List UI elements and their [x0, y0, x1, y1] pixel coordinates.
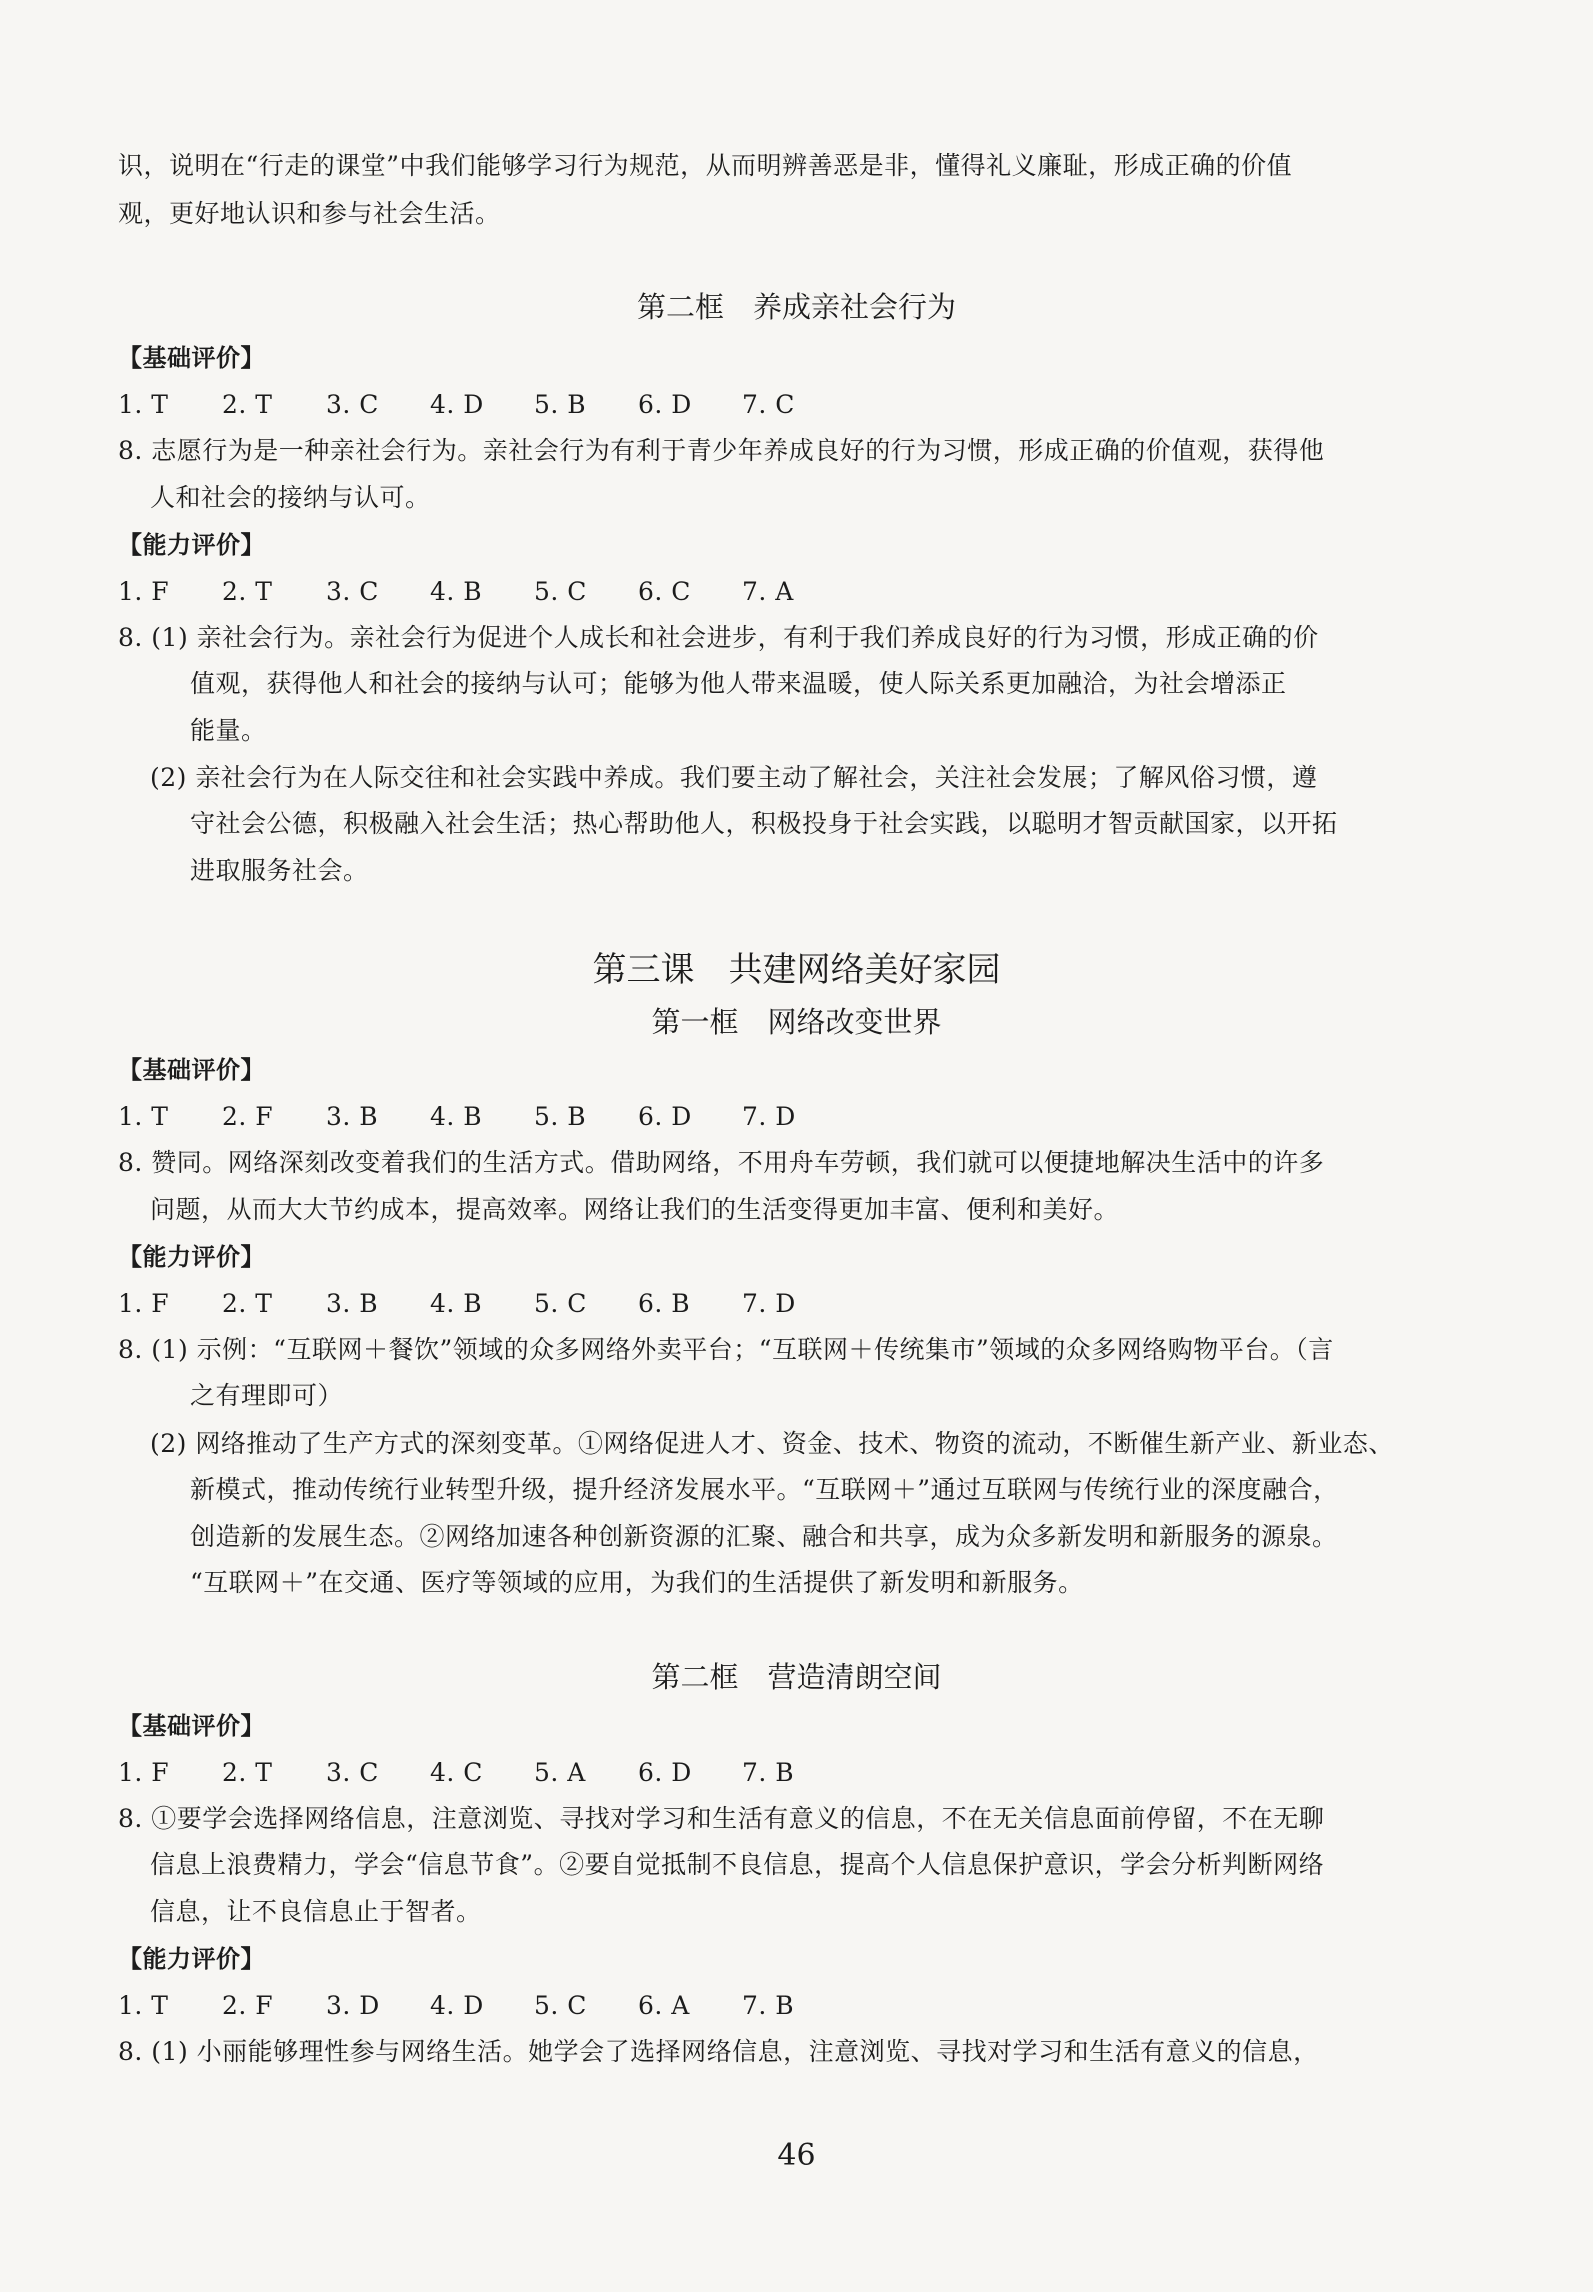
answer-text: “互联网＋”在交通、医疗等领域的应用，为我们的生活提供了新发明和新服务。: [190, 1568, 1084, 1597]
answer-text: (2) 网络推动了生产方式的深刻变革。①网络促进人才、资金、技术、物资的流动，不断催生新产业、新业态、: [150, 1429, 1394, 1458]
answer: 3. C: [326, 390, 379, 419]
answer-text: 8. (1) 示例：“互联网＋餐饮”领域的众多网络外卖平台；“互联网＋传统集市”领域的众多网络购物平台。（言: [118, 1335, 1334, 1364]
answer: 4. B: [430, 1289, 483, 1318]
answer: 5. B: [534, 1102, 587, 1131]
answer-row: [118, 1986, 846, 2026]
answer: 3. B: [326, 1102, 379, 1131]
answer-text: 8. 赞同。网络深刻改变着我们的生活方式。借助网络，不用舟车劳顿，我们就可以便捷地解决生活中的许多: [118, 1148, 1325, 1177]
answer-text: 8. (1) 亲社会行为。亲社会行为促进个人成长和社会进步，有利于我们养成良好的行为习惯，形成正确的价: [118, 623, 1319, 652]
answer-text: 能量。: [190, 716, 267, 745]
answer: 1. T: [118, 1102, 169, 1131]
answer: 7. C: [742, 390, 795, 419]
answer-text: 进取服务社会。: [190, 856, 369, 885]
answer: 3. D: [326, 1991, 380, 2020]
answer-row: [118, 1097, 846, 1137]
answer: 1. F: [118, 1289, 170, 1318]
answer: 7. B: [742, 1991, 795, 2020]
answer: 3. B: [326, 1289, 379, 1318]
ability-eval-label: 【能力评价】: [118, 1243, 265, 1271]
answer: 2. F: [222, 1991, 274, 2020]
answer: 2. F: [222, 1102, 274, 1131]
ability-eval-label: 【能力评价】: [118, 531, 265, 559]
answer: 7. D: [742, 1289, 796, 1318]
answer-row: [118, 385, 846, 425]
section-title: 第二框 营造清朗空间: [651, 1660, 942, 1694]
answer: 1. F: [118, 1758, 170, 1787]
answer-text: 8. ①要学会选择网络信息，注意浏览、寻找对学习和生活有意义的信息，不在无关信息面前停留，不在无聊: [118, 1804, 1325, 1833]
answer: 5. B: [534, 390, 587, 419]
answer: 6. D: [638, 1758, 692, 1787]
answer: 3. C: [326, 577, 379, 606]
answer: 2. T: [222, 1289, 273, 1318]
answer-text: 8. (1) 小丽能够理性参与网络生活。她学会了选择网络信息，注意浏览、寻找对学习和生活有意义的信息，: [118, 2037, 1319, 2066]
answer-text: 新模式，推动传统行业转型升级，提升经济发展水平。“互联网＋”通过互联网与传统行业的深度融合，: [190, 1475, 1339, 1504]
answer-text: 问题，从而大大节约成本，提高效率。网络让我们的生活变得更加丰富、便利和美好。: [150, 1195, 1120, 1224]
answer: 1. T: [118, 1991, 169, 2020]
answer: 5. A: [534, 1758, 586, 1787]
answer-text: 创造新的发展生态。②网络加速各种创新资源的汇聚、融合和共享，成为众多新发明和新服务的源泉。: [190, 1522, 1338, 1551]
answer-row: [118, 1284, 846, 1324]
answer: 4. B: [430, 1102, 483, 1131]
answer-text: 8. 志愿行为是一种亲社会行为。亲社会行为有利于青少年养成良好的行为习惯，形成正确的价值观，获得他: [118, 436, 1325, 465]
section-title: 第二框 养成亲社会行为: [636, 290, 956, 324]
answer: 4. B: [430, 577, 483, 606]
intro-line: 识，说明在“行走的课堂”中我们能够学习行为规范，从而明辨善恶是非，懂得礼义廉耻，形成正确的价值: [118, 151, 1293, 180]
answer: 5. C: [534, 1991, 587, 2020]
answer: 1. T: [118, 390, 169, 419]
answer-text: 之有理即可）: [190, 1381, 344, 1410]
answer: 6. D: [638, 390, 692, 419]
answer-text: 信息，让不良信息止于智者。: [150, 1897, 482, 1926]
ability-eval-label: 【能力评价】: [118, 1945, 265, 1973]
basic-eval-label: 【基础评价】: [118, 1056, 265, 1084]
answer: 6. D: [638, 1102, 692, 1131]
answer: 5. C: [534, 577, 587, 606]
page-number: 46: [777, 2138, 816, 2173]
answer: 3. C: [326, 1758, 379, 1787]
answer: 5. C: [534, 1289, 587, 1318]
answer: 4. C: [430, 1758, 483, 1787]
answer: 7. B: [742, 1758, 795, 1787]
answer: 6. C: [638, 577, 691, 606]
answer-text: 人和社会的接纳与认可。: [150, 483, 431, 512]
answer: 7. D: [742, 1102, 796, 1131]
answer-text: 值观，获得他人和社会的接纳与认可；能够为他人带来温暖，使人际关系更加融洽，为社会增添正: [190, 669, 1287, 698]
section-title: 第一框 网络改变世界: [651, 1005, 942, 1039]
answer: 7. A: [742, 577, 794, 606]
answer-row: [118, 1753, 846, 1793]
answer-text: 守社会公德，积极融入社会生活；热心帮助他人，积极投身于社会实践，以聪明才智贡献国家，以开拓: [190, 809, 1338, 838]
answer: 2. T: [222, 390, 273, 419]
lesson-title: 第三课 共建网络美好家园: [592, 950, 1001, 990]
answer: 6. B: [638, 1289, 691, 1318]
answer: 2. T: [222, 1758, 273, 1787]
answer-text: (2) 亲社会行为在人际交往和社会实践中养成。我们要主动了解社会，关注社会发展；了解风俗习惯，遵: [150, 763, 1318, 792]
intro-line: 观，更好地认识和参与社会生活。: [118, 199, 501, 228]
answer: 1. F: [118, 577, 170, 606]
answer-row: [118, 572, 846, 612]
answer: 4. D: [430, 390, 484, 419]
answer: 4. D: [430, 1991, 484, 2020]
answer-text: 信息上浪费精力，学会“信息节食”。②要自觉抵制不良信息，提高个人信息保护意识，学会分析判断网络: [150, 1850, 1325, 1879]
basic-eval-label: 【基础评价】: [118, 344, 265, 372]
answer: 6. A: [638, 1991, 690, 2020]
answer: 2. T: [222, 577, 273, 606]
basic-eval-label: 【基础评价】: [118, 1712, 265, 1740]
